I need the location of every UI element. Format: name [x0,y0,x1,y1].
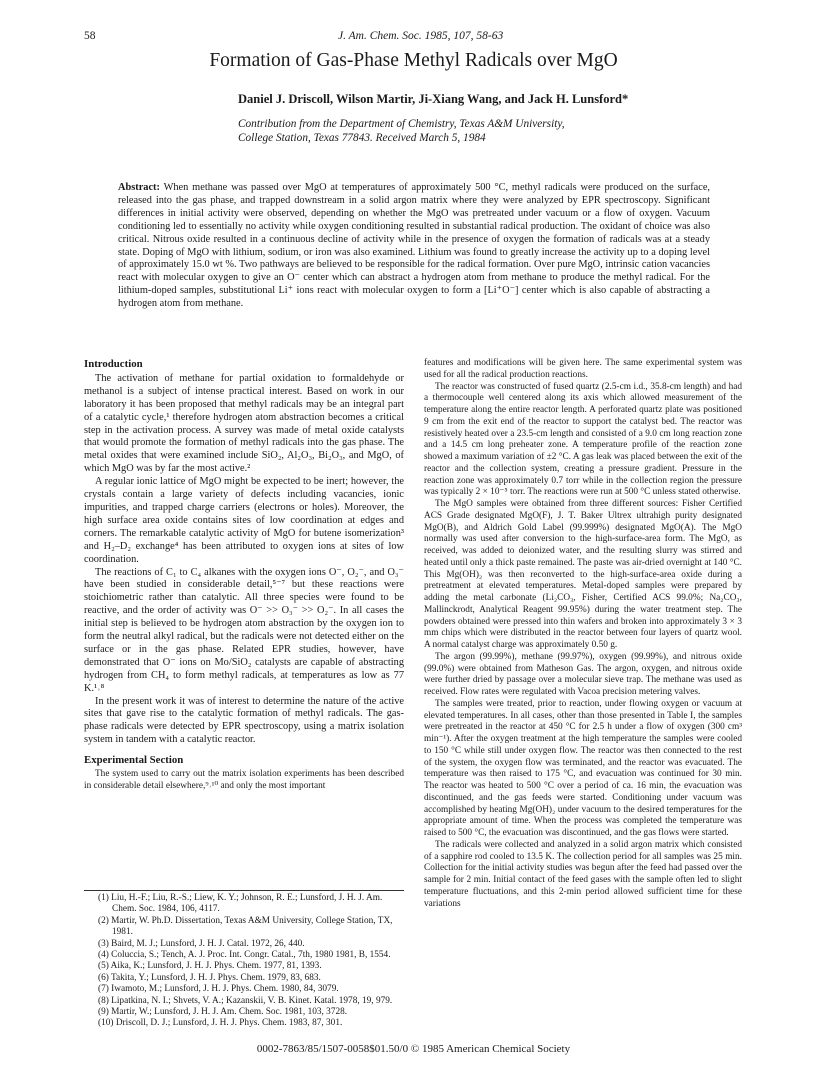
intro-paragraph: A regular ionic lattice of MgO might be expected to be inert; however, the crystals contain a large variety of defects including vacancies, ionic impurities, and trapped charge carriers (electrons or holes). Moreover, the high surface area oxide contains sites of low coordination at edges and corners. The remarkable catalytic activity of MgO for butene isomerization³ and H₂–D₂ exchange⁴ has been attributed to oxygen ions at sites of low coordination. [84,476,404,565]
reference-item: (7) Iwamoto, M.; Lunsford, J. H. J. Phys. Chem. 1980, 84, 3079. [98,984,339,995]
affiliation-line-2: College Station, Texas 77843. Received March 5, 1984 [238,132,486,144]
reference-item: (1) Liu, H.-F.; Liu, R.-S.; Liew, K. Y.; Johnson, R. E.; Lunsford, J. H. J. Am. Chem. Soc. 1984, 106, 4117. [98,893,383,915]
copyright-footer: 0002-7863/85/1507-0058$01.50/0 © 1985 American Chemical Society [256,1043,571,1055]
experimental-paragraph: The MgO samples were obtained from three different sources: Fisher Certified ACS Grade designated MgO(F), J. T. Baker Ultrex ultrahigh purity designated MgO(B), and Aldrich Gold Label (99.999%) designated MgO(A). The MgO normally was used after conversion to the high-surface-area form. The MgO, as received, was added to deionized water, and the resulting slurry was stirred and heated until only a thick paste remained. The paste was air-dried overnight at 140 °C. This Mg(OH)₂ was then reconverted to the high-surface-area oxide during a pretreatment at elevated temperatures. Metal-doped samples were prepared by adding the metal carbonate (Li₂CO₃, Fisher, Certified ACS 99.0%; Na₂CO₃, Mallinckrodt, Analytical Reagent 99.95%) during the water treatment step. The powders obtained were pressed into thin wafers and broken into approximately 3 × 3 mm chips which were distributed in the reactor between four layers of quartz wool. A normal catalyst charge was approximately 0.50 g. [424,499,742,650]
abstract-label: Abstract: [118,182,160,193]
experimental-paragraph: The reactor was constructed of fused quartz (2.5-cm i.d., 35.8-cm length) and had a thermocouple well centered along its axis which allowed measurement of the temperature along the entire reactor length. A perforated quartz plate was positioned 9 cm from the exit end of the reactor to support the catalyst bed. The reactor was resistively heated over a 23.5-cm length and consisted of a 9.0 cm long reaction zone and a 14.5 cm long preheater zone. A temperature profile of the reaction zone showed a maximum variation of ±2 °C. A gas leak was placed between the exit of the reactor and the collection system, creating a pressure gradient. Pressure in the reaction zone was approximately 0.7 torr while in the collection region the pressure was typically 2 × 10⁻⁵ torr. The reactions were run at 500 °C unless stated otherwise. [424,381,742,498]
footnote-divider [84,890,404,891]
intro-paragraph: In the present work it was of interest to determine the nature of the active sites that gave rise to the catalytic formation of methyl radicals. The gas-phase radicals were detected by EPR spectroscopy, using a matrix isolation system in tandem with a catalytic reactor. [84,695,404,746]
left-column [84,358,404,792]
reference-item: (10) Driscoll, D. J.; Lunsford, J. H. J. Phys. Chem. 1983, 87, 301. [98,1018,343,1029]
abstract-text: When methane was passed over MgO at temperatures of approximately 500 °C, methyl radicals were produced on the surface, released into the gas phase, and trapped downstream in a solid argon matrix where they were analyzed by EPR spectroscopy. Significant differences in initial activity were observed, depending on whether the MgO was pretreated under vacuum or a flow of oxygen. Vacuum conditioning led to essentially no activity while oxygen conditioning resulted in substantial radical production. The oxidant of choice was also critical. Nitrous oxide resulted in a continuous decline of activity while in the presence of oxygen the formation of radicals was at a steady state. Doping of MgO with lithium, sodium, or iron was also examined. Lithium was found to greatly increase the activity up to a doping level of approximately 15.0 wt %. Two pathways are believed to be responsible for the radical formation. Over pure MgO, intrinsic cation vacancies react with molecular oxygen to give an O⁻ center which can abstract a hydrogen atom from methane to produce the methyl radical. For the lithium-doped samples, substitutional Li⁺ ions react with molecular oxygen to form a [Li⁺O⁻] center which is also capable of abstracting a hydrogen atom from methane. [118,182,710,310]
abstract [118,182,710,311]
reference-item: (6) Takita, Y.; Lunsford, J. H. J. Phys. Chem. 1979, 83, 683. [98,972,321,983]
experimental-paragraph: The argon (99.99%), methane (99.97%), oxygen (99.99%), and nitrous oxide (99.0%) were obtained from Matheson Gas. The argon, oxygen, and nitrous oxide were further dried by passage over a molecular sieve trap. The methane was used as received. Flow rates were regulated with Vacoa precision metering valves. [424,651,742,697]
affiliation-line-1: Contribution from the Department of Chemistry, Texas A&M University, [238,118,565,130]
experimental-paragraph: The system used to carry out the matrix isolation experiments has been described in considerable detail elsewhere,⁹˒¹⁰ and only the most important [84,769,404,791]
author-list: Daniel J. Driscoll, Wilson Martir, Ji-Xiang Wang, and Jack H. Lunsford* [238,92,629,106]
article-title: Formation of Gas-Phase Methyl Radicals over MgO [209,50,618,71]
experimental-paragraph: The radicals were collected and analyzed in a solid argon matrix which consisted of a sapphire rod cooled to 13.5 K. The collection period for all samples was 25 min. Collection for the initial activity studies was begun after the feed had passed over the sample for 2 min. Initial contact of the feed gases with the sample often led to slight temperature fluctuations, and this 2-min period allowed sufficient time for these variations [424,839,742,909]
reference-item: (5) Aika, K.; Lunsford, J. H. J. Phys. Chem. 1977, 81, 1393. [98,961,322,972]
reference-item: (9) Martir, W.; Lunsford, J. H. J. Am. Chem. Soc. 1981, 103, 3728. [98,1007,348,1018]
experimental-paragraph: The samples were treated, prior to reaction, under flowing oxygen or vacuum at elevated temperatures. In all cases, other than those presented in Table I, the samples were pretreated in the reactor at 450 °C for 2.5 h under a flow of oxygen (300 cm³ min⁻¹). After the oxygen treatment at the high temperature the samples were cooled to 150 °C while still under oxygen flow. The reactor was then connected to the rest of the system, the oxygen flow was terminated, and the reactor was evacuated. The temperature was then raised to 175 °C, and evacuation was continued for 30 min. The reactor was heated to 500 °C over a period of ca. 16 min, the evacuation was discontinued, and the gas feeds were started. Conditioning under vacuum was accomplished by heating Mg(OH)₂ under vacuum to the desired temperatures for the appropriate amount of time. When the process was completed the temperature was raised to 500 °C, the evacuation was discontinued, and the gas flows were started. [424,698,742,838]
reference-item: (2) Martir, W. Ph.D. Dissertation, Texas A&M University, College Station, TX, 1981. [98,915,393,938]
reference-item: (4) Coluccia, S.; Tench, A. J. Proc. Int. Congr. Catal., 7th, 1980 1981, B, 1554. [98,950,391,961]
references [98,893,404,1030]
introduction-heading: Introduction [84,358,143,370]
intro-paragraph: The reactions of C₁ to C₄ alkanes with the oxygen ions O⁻, O₂⁻, and O₃⁻ have been studied in considerable detail,⁵⁻⁷ but these reactions were stoichiometric rather than catalytic. All three species were found to be reactive, and the order of activity was O⁻ >> O₃⁻ >> O₂⁻. In all cases the initial step is believed to be hydrogen atom abstraction by the oxygen ion to form the neutral alkyl radical, but the radicals were not detected either on the surface or in the gas phase. Related EPR studies, however, have demonstrated that O⁻ ions on Mo/SiO₂ catalysts are capable of abstracting hydrogen from CH₄ to form methyl radicals, at temperatures as low as 77 K.¹˒⁸ [84,566,404,694]
affiliation [238,117,658,145]
reference-item: (3) Baird, M. J.; Lunsford, J. H. J. Catal. 1972, 26, 440. [98,938,305,949]
experimental-heading: Experimental Section [84,754,184,767]
reference-item: (8) Lipatkina, N. I.; Shvets, V. A.; Kazanskii, V. B. Kinet. Katal. 1978, 19, 979. [98,995,393,1006]
page-number: 58 [84,30,96,42]
experimental-paragraph: features and modifications will be given here. The same experimental system was used for all the radical production reactions. [424,358,742,380]
right-column [424,358,742,910]
running-header: J. Am. Chem. Soc. 1985, 107, 58-63 [338,30,504,42]
intro-paragraph: The activation of methane for partial oxidation to formaldehyde or methanol is a subject of intense practical interest. Based on work in our laboratory it has been proposed that methyl radicals may be an integral part of a catalytic cycle,¹ therefore hydrogen atom abstraction becomes a critical step in the activation process. A survey was made of metal oxide catalysts that would promote the formation of methyl radicals into the gas phase. The metal oxides that were examined include SiO₂, Al₂O₃, Bi₂O₃, and MgO, of which MgO was by far the most active.² [84,372,404,475]
